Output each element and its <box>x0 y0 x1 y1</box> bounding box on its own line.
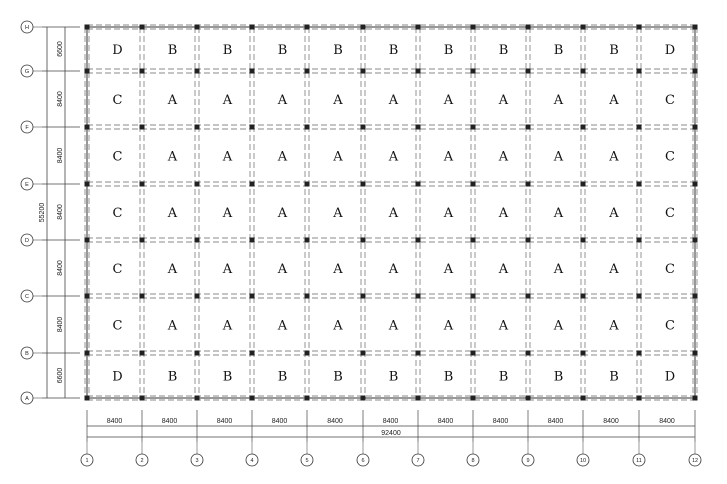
column-node <box>85 396 90 401</box>
column-node <box>140 25 145 30</box>
panel-label: B <box>609 369 619 385</box>
column-node <box>693 182 698 187</box>
column-node <box>140 294 145 299</box>
column-node <box>416 182 421 187</box>
panel-label: B <box>222 369 233 385</box>
column-node <box>85 69 90 74</box>
column-node <box>195 351 200 356</box>
column-node <box>693 351 698 356</box>
row-dimensions <box>39 27 80 398</box>
panel-label: A <box>498 262 509 277</box>
row-axis-label: F <box>25 125 29 131</box>
column-axis-label: 4 <box>250 458 254 464</box>
panel-label: A <box>609 206 619 221</box>
panel-label: A <box>388 262 399 277</box>
column-node <box>581 25 586 30</box>
panel-labels <box>112 43 675 385</box>
panel-label: B <box>167 43 178 58</box>
column-node <box>195 182 200 187</box>
column-spacing-label: 8400 <box>327 418 343 425</box>
panel-label: A <box>333 318 343 334</box>
column-node <box>195 396 200 401</box>
column-spacing-label: 8400 <box>603 418 619 425</box>
panel-label: A <box>277 262 288 277</box>
column-axis-label: 9 <box>526 458 530 464</box>
column-node <box>361 182 366 187</box>
column-spacing-label: 8400 <box>437 418 454 425</box>
column-node <box>195 125 200 130</box>
column-node <box>361 238 366 243</box>
column-node <box>85 294 90 299</box>
column-node <box>471 182 476 187</box>
column-node <box>250 238 255 243</box>
column-node <box>693 396 698 401</box>
column-node <box>637 294 642 299</box>
column-node <box>140 396 145 401</box>
panel-label: A <box>167 93 178 108</box>
column-node <box>85 125 90 130</box>
panel-label: C <box>112 318 123 334</box>
panel-label: C <box>665 262 675 277</box>
row-spacing-label: 8400 <box>57 147 64 164</box>
row-spacing-label: 8400 <box>57 316 64 333</box>
column-axis-bubbles <box>81 442 701 466</box>
column-node <box>305 182 310 187</box>
column-axis-label: 3 <box>195 458 199 464</box>
column-node <box>140 351 145 356</box>
column-node <box>361 25 366 30</box>
column-node <box>416 396 421 401</box>
column-node <box>526 396 531 401</box>
panel-label: B <box>277 369 288 385</box>
panel-label: B <box>609 43 619 58</box>
column-node <box>637 396 642 401</box>
column-node <box>250 25 255 30</box>
column-spacing-label: 8400 <box>271 418 288 425</box>
column-node <box>250 294 255 299</box>
panel-label: A <box>609 93 619 108</box>
panel-label: A <box>167 149 178 165</box>
row-axis-label: A <box>25 396 29 402</box>
column-node <box>471 351 476 356</box>
panel-label: A <box>553 206 564 221</box>
panel-label: D <box>112 369 123 385</box>
panel-label: B <box>498 369 509 385</box>
column-node <box>693 238 698 243</box>
column-node <box>250 125 255 130</box>
column-node <box>195 69 200 74</box>
column-node <box>693 69 698 74</box>
column-node <box>140 69 145 74</box>
column-node <box>250 69 255 74</box>
panel-label: C <box>665 93 675 108</box>
row-axis-label: E <box>25 182 29 188</box>
panel-label: B <box>443 369 454 385</box>
panel-label: A <box>277 93 288 108</box>
panel-label: C <box>112 93 123 108</box>
panel-label: B <box>498 43 509 58</box>
column-spacing-label: 8400 <box>547 418 564 425</box>
panel-label: A <box>553 262 564 277</box>
column-node <box>526 351 531 356</box>
column-axis-label: 2 <box>140 458 144 464</box>
column-node <box>471 25 476 30</box>
column-node <box>637 25 642 30</box>
panel-label: A <box>167 206 178 221</box>
column-node <box>416 351 421 356</box>
column-node <box>85 25 90 30</box>
column-axis-label: 7 <box>416 458 420 464</box>
column-node <box>416 238 421 243</box>
panel-label: A <box>333 149 343 165</box>
panel-label: B <box>333 369 343 385</box>
column-node <box>637 351 642 356</box>
panel-label: A <box>609 318 619 334</box>
panel-label: A <box>498 149 509 165</box>
panel-label: A <box>609 262 619 277</box>
column-node <box>305 69 310 74</box>
panel-label: A <box>277 149 288 165</box>
column-node <box>416 25 421 30</box>
column-node <box>250 396 255 401</box>
column-node <box>305 25 310 30</box>
panel-label: C <box>665 149 675 165</box>
column-node <box>250 351 255 356</box>
column-axis-label: 11 <box>636 458 642 464</box>
panel-label: C <box>112 206 123 221</box>
row-spacing-label: 6600 <box>57 41 64 57</box>
panel-label: B <box>553 369 564 385</box>
column-node <box>581 396 586 401</box>
panel-label: D <box>112 43 123 58</box>
panel-label: A <box>388 206 399 221</box>
column-node <box>416 125 421 130</box>
column-node <box>526 182 531 187</box>
column-spacing-label: 8400 <box>659 418 675 425</box>
panel-label: A <box>443 206 454 221</box>
column-node <box>693 294 698 299</box>
column-node <box>361 125 366 130</box>
column-node <box>637 69 642 74</box>
panel-label: B <box>333 43 343 58</box>
column-node <box>305 351 310 356</box>
column-node <box>526 69 531 74</box>
column-node <box>361 69 366 74</box>
column-spacing-label: 8400 <box>382 418 399 425</box>
panel-label: A <box>443 262 454 277</box>
panel-label: B <box>388 369 399 385</box>
column-node <box>581 351 586 356</box>
panel-label: A <box>443 318 454 334</box>
column-node <box>361 396 366 401</box>
column-axis-label: 1 <box>85 458 89 464</box>
row-spacing-label: 8400 <box>57 260 64 276</box>
panel-label: D <box>664 43 676 58</box>
column-node <box>250 182 255 187</box>
column-node <box>526 25 531 30</box>
column-axis-label: 10 <box>579 458 587 464</box>
panel-label: A <box>498 318 509 334</box>
column-axis-label: 5 <box>305 458 309 464</box>
row-axis-label: G <box>24 69 30 75</box>
column-dimensions <box>87 410 695 442</box>
column-node <box>526 125 531 130</box>
panel-label: A <box>333 93 343 108</box>
column-node <box>85 351 90 356</box>
column-node <box>305 396 310 401</box>
column-node <box>361 294 366 299</box>
panel-label: A <box>388 318 399 334</box>
panel-label: A <box>388 93 399 108</box>
panel-label: C <box>112 149 123 165</box>
panel-label: B <box>222 43 233 58</box>
panel-label: A <box>222 206 233 221</box>
column-node <box>85 238 90 243</box>
column-node <box>526 238 531 243</box>
column-node <box>195 25 200 30</box>
column-node <box>471 69 476 74</box>
column-spacing-label: 8400 <box>492 418 509 425</box>
column-node <box>361 351 366 356</box>
column-node <box>581 125 586 130</box>
panel-label: A <box>609 149 619 165</box>
column-node <box>416 69 421 74</box>
panel-label: A <box>553 93 564 108</box>
column-axis-label: 8 <box>471 458 475 464</box>
row-axis-label: B <box>25 351 29 357</box>
column-node <box>581 69 586 74</box>
panel-label: A <box>167 262 178 277</box>
panel-label: A <box>498 93 509 108</box>
panel-label: C <box>665 318 675 334</box>
panel-label: B <box>388 43 399 58</box>
column-spacing-label: 8400 <box>106 418 123 425</box>
panel-label: D <box>664 369 676 385</box>
panel-label: B <box>443 43 454 58</box>
column-node <box>471 238 476 243</box>
column-node <box>471 125 476 130</box>
column-node <box>305 125 310 130</box>
panel-label: A <box>222 93 233 108</box>
panel-label: A <box>553 318 564 334</box>
panel-label: A <box>498 206 509 221</box>
panel-label: A <box>388 149 399 165</box>
panel-label: A <box>333 262 343 277</box>
column-spacing-label: 8400 <box>161 418 178 425</box>
row-axis-label: D <box>25 238 29 244</box>
column-node <box>85 182 90 187</box>
column-axis-label: 6 <box>361 458 365 464</box>
panel-label: A <box>443 93 454 108</box>
column-node <box>195 238 200 243</box>
column-node <box>581 294 586 299</box>
panel-label: A <box>277 318 288 334</box>
row-spacing-label: 8400 <box>57 91 64 107</box>
column-node <box>140 125 145 130</box>
column-node <box>637 182 642 187</box>
column-node <box>581 238 586 243</box>
column-node <box>526 294 531 299</box>
column-node <box>140 238 145 243</box>
column-node <box>693 25 698 30</box>
column-axis-label: 12 <box>691 458 699 464</box>
panel-label: B <box>553 43 564 58</box>
column-node <box>471 396 476 401</box>
panel-label: C <box>665 206 675 221</box>
column-node <box>140 182 145 187</box>
panel-label: B <box>277 43 288 58</box>
column-node <box>637 238 642 243</box>
panel-label: A <box>277 206 288 221</box>
row-axis-label: H <box>25 25 29 31</box>
column-node <box>195 294 200 299</box>
row-total-label: 55200 <box>39 202 46 223</box>
column-node <box>693 125 698 130</box>
panel-label: A <box>222 318 233 334</box>
column-spacing-label: 8400 <box>216 418 233 425</box>
column-node <box>416 294 421 299</box>
panel-label: C <box>112 262 123 277</box>
column-node <box>581 182 586 187</box>
panel-label: A <box>443 149 454 165</box>
column-node <box>637 125 642 130</box>
column-node <box>471 294 476 299</box>
panel-label: A <box>222 149 233 165</box>
row-axis-label: C <box>25 294 29 300</box>
row-spacing-label: 6600 <box>57 367 64 384</box>
column-node <box>305 294 310 299</box>
column-total-label: 92400 <box>381 430 401 437</box>
panel-label: B <box>167 369 178 385</box>
column-node <box>305 238 310 243</box>
panel-label: A <box>553 149 564 165</box>
row-spacing-label: 8400 <box>57 204 64 220</box>
panel-label: A <box>222 262 233 277</box>
panel-label: A <box>167 318 178 334</box>
panel-label: A <box>333 206 343 221</box>
